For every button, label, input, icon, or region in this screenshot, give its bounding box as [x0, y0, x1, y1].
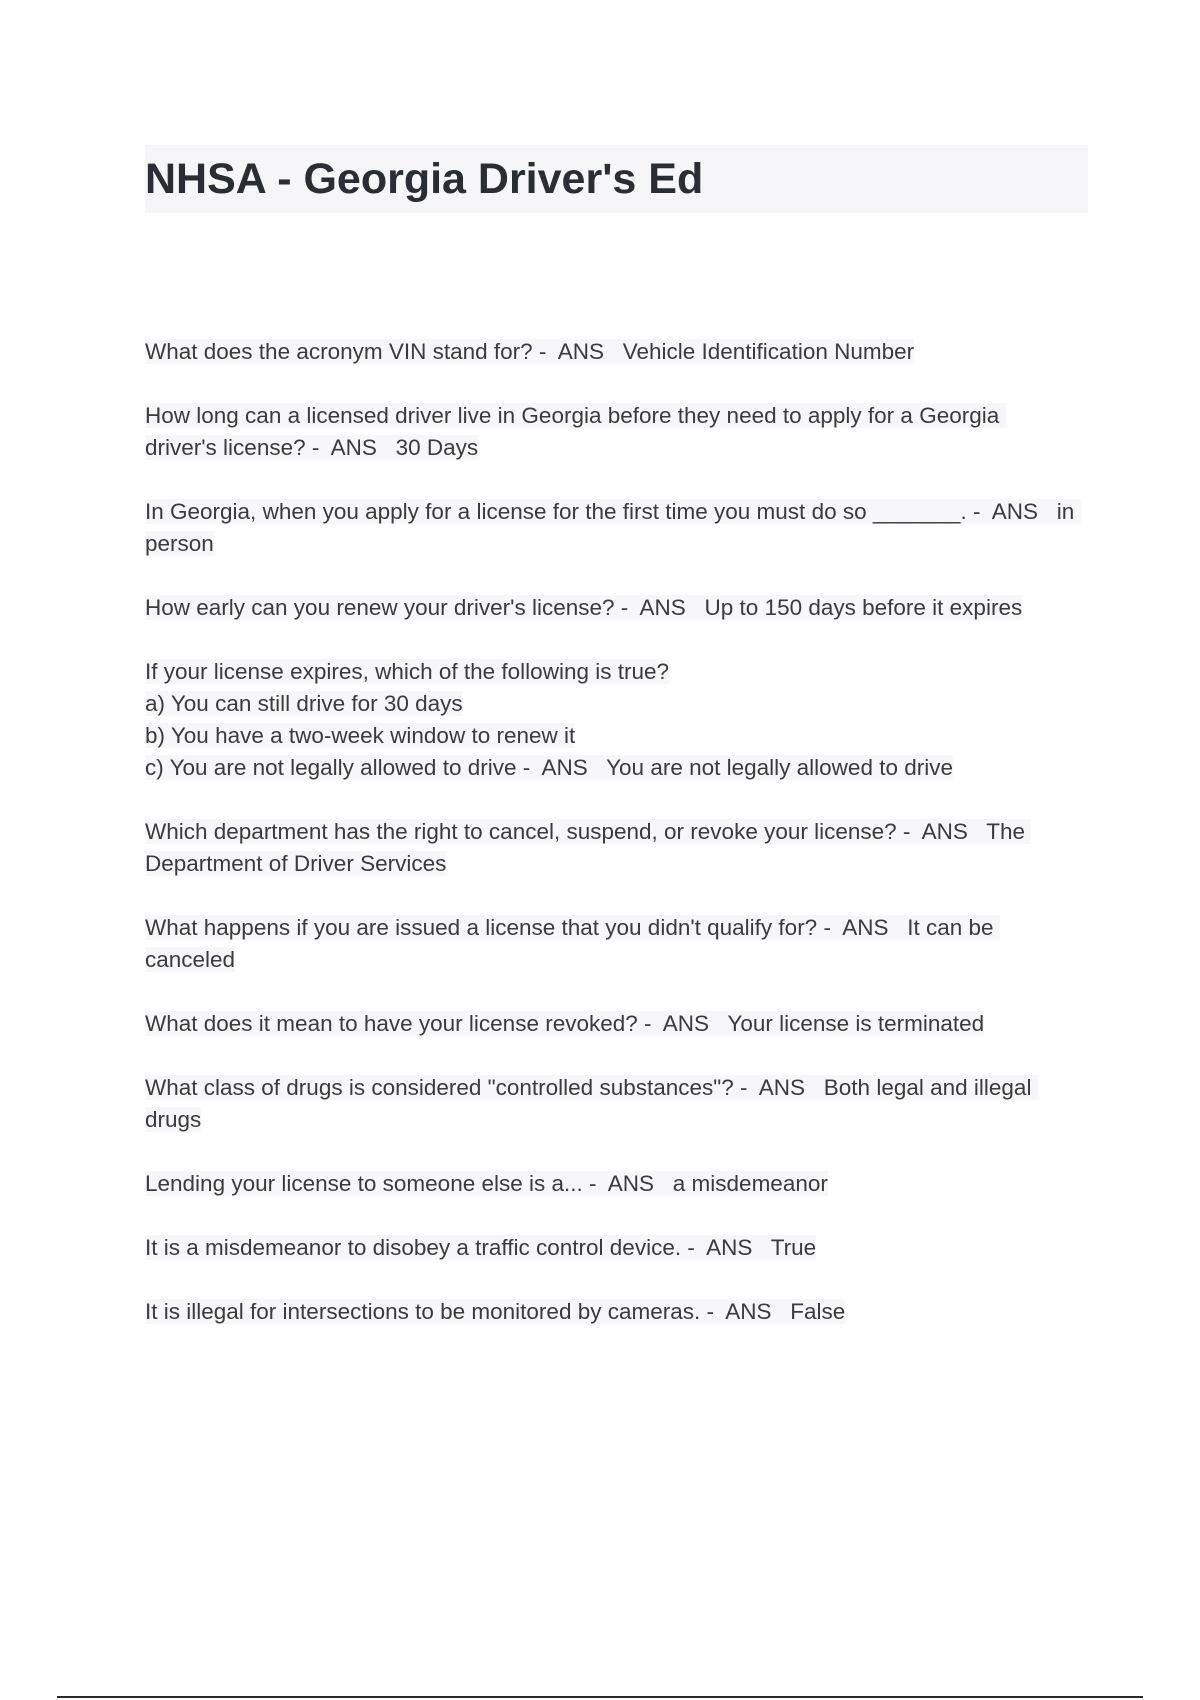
qa-list	[145, 336, 1081, 1360]
qa-option-a: a) You can still drive for 30 days	[145, 691, 463, 716]
footer-rule	[57, 1696, 1143, 1698]
qa-item	[145, 1008, 1075, 1040]
qa-item	[145, 1232, 1075, 1264]
title-block	[145, 145, 1088, 213]
qa-text: What happens if you are issued a license that you didn't qualify for? - ANS It can be canceled	[145, 915, 1000, 972]
qa-item	[145, 496, 1081, 560]
qa-question-line: If your license expires, which of the following is true?	[145, 659, 670, 684]
qa-text: How long can a licensed driver live in Georgia before they need to apply for a Georgia driver's license? - ANS 30 Days	[145, 403, 1006, 460]
qa-text: It is illegal for intersections to be monitored by cameras. - ANS False	[145, 1299, 846, 1324]
qa-option-b: b) You have a two-week window to renew it	[145, 723, 576, 748]
qa-item	[145, 1168, 1075, 1200]
qa-item	[145, 912, 1075, 976]
qa-item	[145, 1296, 1075, 1328]
qa-text: It is a misdemeanor to disobey a traffic control device. - ANS True	[145, 1235, 817, 1260]
qa-option-c: c) You are not legally allowed to drive - ANS You are not legally allowed to drive	[145, 755, 953, 780]
qa-item	[145, 336, 1075, 368]
qa-item	[145, 1072, 1075, 1136]
qa-text: Lending your license to someone else is a... - ANS a misdemeanor	[145, 1171, 828, 1196]
qa-item-multiple-choice	[145, 656, 1075, 784]
qa-text: Which department has the right to cancel, suspend, or revoke your license? - ANS The Department of Driver Services	[145, 819, 1032, 876]
qa-text: How early can you renew your driver's license? - ANS Up to 150 days before it expires	[145, 595, 1023, 620]
qa-item	[145, 400, 1075, 464]
qa-item	[145, 816, 1075, 880]
qa-text: What class of drugs is considered "controlled substances"? - ANS Both legal and illegal drugs	[145, 1075, 1038, 1132]
document-title: NHSA - Georgia Driver's Ed	[145, 155, 704, 203]
qa-text: What does it mean to have your license revoked? - ANS Your license is terminated	[145, 1011, 985, 1036]
qa-text: In Georgia, when you apply for a license for the first time you must do so _______. - ANS in person	[145, 499, 1081, 556]
qa-item	[145, 592, 1075, 624]
qa-text: What does the acronym VIN stand for? - ANS Vehicle Identification Number	[145, 339, 915, 364]
